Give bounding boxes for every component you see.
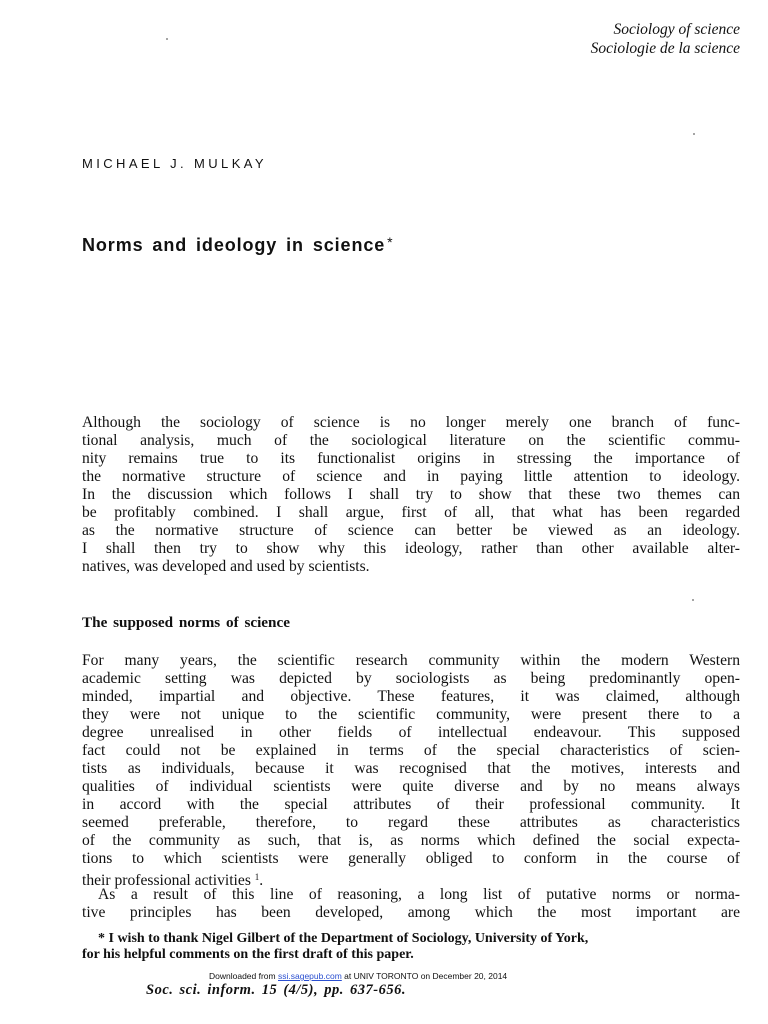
- author-name: MICHAEL J. MULKAY: [82, 156, 267, 171]
- abstract-line: as the normative structure of science can better be viewed as an ideology.: [82, 522, 740, 539]
- body-line: of the community as such, that is, as norms which defined the social expecta-: [82, 832, 740, 849]
- body-line: qualities of individual scientists were quite diverse and by no means always: [82, 778, 740, 795]
- title-footnote-marker: *: [387, 234, 394, 250]
- download-notice: [209, 971, 507, 981]
- section-label: [591, 20, 740, 58]
- body-line: fact could not be explained in terms of the special characteristics of scien-: [82, 742, 740, 759]
- footnote-reference: 1: [254, 872, 260, 882]
- body-line: academic setting was depicted by sociologists as being predominantly open-: [82, 670, 740, 687]
- scan-speck: [693, 133, 695, 135]
- body-line: degree unrealised in other fields of intellectual endeavour. This supposed: [82, 724, 740, 741]
- abstract-line: natives, was developed and used by scientists.: [82, 558, 370, 575]
- download-prefix: Downloaded from: [209, 971, 276, 981]
- abstract-line: I shall then try to show why this ideology, rather than other available alter-: [82, 540, 740, 557]
- abstract-line: Although the sociology of science is no longer merely one branch of func-: [82, 414, 740, 431]
- body-line: For many years, the scientific research community within the modern Western: [82, 652, 740, 669]
- journal-citation: Soc. sci. inform. 15 (4/5), pp. 637-656.: [146, 982, 406, 998]
- body-line: they were not unique to the scientific community, were present there to a: [82, 706, 740, 723]
- abstract-line: nity remains true to its functionalist origins in stressing the importance of: [82, 450, 740, 467]
- body-paragraph: [82, 652, 740, 922]
- body-line: tive principles has been developed, among which the most important are: [82, 904, 740, 921]
- body-line: seemed preferable, therefore, to regard these attributes as characteristics: [82, 814, 740, 831]
- body-line: As a result of this line of reasoning, a long list of putative norms or norma-: [98, 886, 740, 903]
- abstract-line: be profitably combined. I shall argue, first of all, that what has been regarded: [82, 504, 740, 521]
- body-line-text: their professional activities: [82, 872, 251, 889]
- article-title: [82, 234, 394, 256]
- download-link[interactable]: ssi.sagepub.com: [278, 971, 342, 981]
- body-line: tions to which scientists were generally obliged to conform in the course of: [82, 850, 740, 867]
- article-title-text: Norms and ideology in science: [82, 235, 386, 255]
- scan-speck: [692, 599, 694, 601]
- section-heading: The supposed norms of science: [82, 614, 290, 631]
- footnote-line: for his helpful comments on the first draft of this paper.: [82, 947, 414, 962]
- footnote: [82, 931, 740, 963]
- body-line: in accord with the special attributes of their professional community. It: [82, 796, 740, 813]
- section-label-french: Sociologie de la science: [590, 40, 740, 57]
- download-suffix: at UNIV TORONTO on December 20, 2014: [344, 971, 508, 981]
- footnote-line: * I wish to thank Nigel Gilbert of the Department of Sociology, University of York,: [98, 931, 589, 946]
- section-label-english: Sociology of science: [613, 21, 740, 38]
- scan-speck: [166, 38, 168, 40]
- abstract-paragraph: [82, 414, 740, 576]
- body-line: their professional activities $^1$.: [82, 872, 264, 889]
- body-line: tists as individuals, because it was recognised that the motives, interests and: [82, 760, 740, 777]
- abstract-line: tional analysis, much of the sociological literature on the scientific commu-: [82, 432, 740, 449]
- abstract-line: In the discussion which follows I shall try to show that these two themes can: [82, 486, 740, 503]
- body-line: minded, impartial and objective. These features, it was claimed, although: [82, 688, 740, 705]
- abstract-line: the normative structure of science and in paying little attention to ideology.: [82, 468, 740, 485]
